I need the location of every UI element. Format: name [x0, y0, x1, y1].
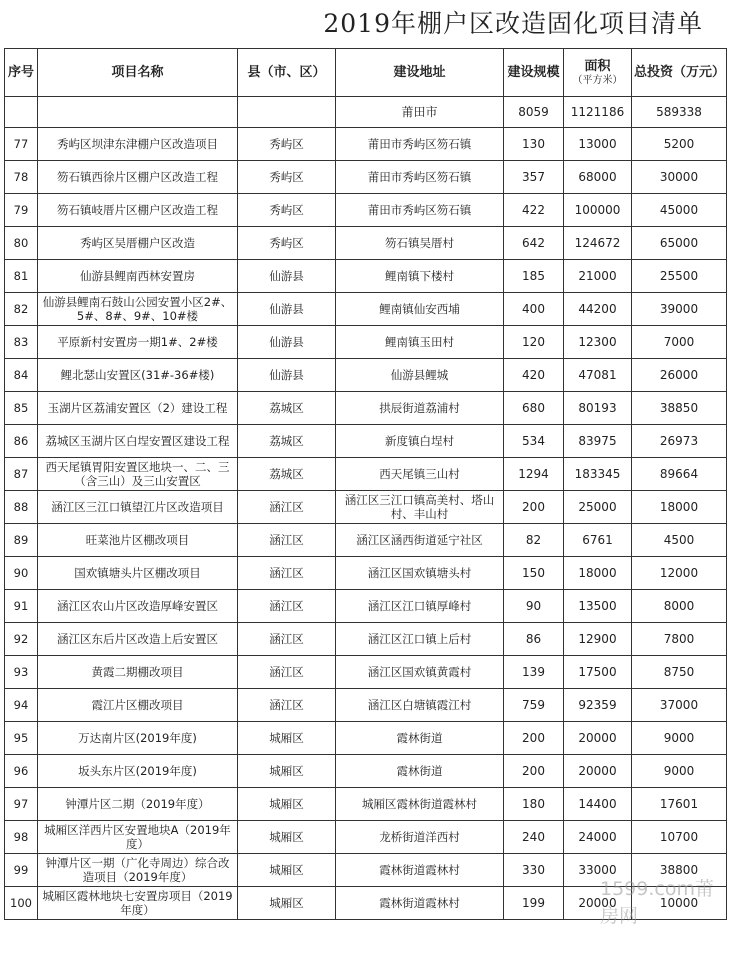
cell-area: 18000 [564, 557, 632, 590]
cell-county: 涵江区 [238, 557, 336, 590]
cell-address: 涵江区白塘镇霞江村 [336, 689, 504, 722]
table-row [5, 788, 727, 821]
cell-scale: 199 [504, 887, 564, 920]
cell-area: 80193 [564, 392, 632, 425]
cell-county: 涵江区 [238, 689, 336, 722]
cell-project-name: 钟潭片区一期（广化寺周边）综合改造项目（2019年度） [38, 854, 238, 887]
cell-scale: 680 [504, 392, 564, 425]
cell-seq: 99 [5, 854, 38, 887]
cell-address: 莆田市秀屿区笏石镇 [336, 128, 504, 161]
cell-project-name: 笏石镇岐厝片区棚户区改造工程 [38, 194, 238, 227]
cell-project-name: 秀屿区坝津东津棚户区改造项目 [38, 128, 238, 161]
cell-scale: 90 [504, 590, 564, 623]
cell-scale: 330 [504, 854, 564, 887]
cell-scale: 1294 [504, 458, 564, 491]
header-name: 项目名称 [38, 49, 238, 97]
cell-county: 涵江区 [238, 623, 336, 656]
table-row [5, 590, 727, 623]
cell-area: 17500 [564, 656, 632, 689]
cell-area: 124672 [564, 227, 632, 260]
cell-county: 秀屿区 [238, 194, 336, 227]
cell-seq: 98 [5, 821, 38, 854]
cell-scale: 200 [504, 755, 564, 788]
cell-invest: 45000 [632, 194, 727, 227]
cell-invest: 25500 [632, 260, 727, 293]
header-address: 建设地址 [336, 49, 504, 97]
cell-county: 秀屿区 [238, 161, 336, 194]
cell-project-name: 玉湖片区荔浦安置区（2）建设工程 [38, 392, 238, 425]
cell-address: 莆田市秀屿区笏石镇 [336, 161, 504, 194]
cell-invest: 8000 [632, 590, 727, 623]
page-title: 2019年棚户区改造固化项目清单 [323, 9, 703, 38]
cell-project-name: 仙游县鲤南石鼓山公园安置小区2#、5#、8#、9#、10#楼 [38, 293, 238, 326]
cell-project-name: 坂头东片区(2019年度) [38, 755, 238, 788]
cell-scale: 150 [504, 557, 564, 590]
header-seq: 序号 [5, 49, 38, 97]
cell-county: 荔城区 [238, 458, 336, 491]
cell-address: 鲤南镇玉田村 [336, 326, 504, 359]
cell-seq: 93 [5, 656, 38, 689]
cell-invest: 7000 [632, 326, 727, 359]
cell-seq: 79 [5, 194, 38, 227]
cell-address: 涵江区国欢镇塘头村 [336, 557, 504, 590]
cell-scale: 642 [504, 227, 564, 260]
total-blank-county [238, 97, 336, 128]
cell-area: 13500 [564, 590, 632, 623]
cell-area: 12900 [564, 623, 632, 656]
cell-county: 城厢区 [238, 887, 336, 920]
cell-address: 仙游县鲤城 [336, 359, 504, 392]
cell-project-name: 西天尾镇胃阳安置区地块一、二、三（含三山）及三山安置区 [38, 458, 238, 491]
cell-project-name: 涵江区东后片区改造上后安置区 [38, 623, 238, 656]
cell-seq: 87 [5, 458, 38, 491]
total-blank [5, 97, 38, 128]
cell-project-name: 鲤北瑟山安置区(31#-36#楼) [38, 359, 238, 392]
table-row [5, 854, 727, 887]
cell-project-name: 平原新村安置房一期1#、2#楼 [38, 326, 238, 359]
cell-invest: 89664 [632, 458, 727, 491]
cell-seq: 80 [5, 227, 38, 260]
cell-area: 92359 [564, 689, 632, 722]
cell-county: 仙游县 [238, 293, 336, 326]
table-row [5, 524, 727, 557]
cell-invest: 12000 [632, 557, 727, 590]
table-row [5, 392, 727, 425]
cell-area: 20000 [564, 887, 632, 920]
table-row [5, 491, 727, 524]
cell-area: 12300 [564, 326, 632, 359]
cell-area: 20000 [564, 722, 632, 755]
total-scale: 8059 [504, 97, 564, 128]
cell-address: 涵江区涵西街道延宁社区 [336, 524, 504, 557]
header-county: 县（市、区） [238, 49, 336, 97]
cell-seq: 100 [5, 887, 38, 920]
cell-area: 20000 [564, 755, 632, 788]
cell-address: 莆田市秀屿区笏石镇 [336, 194, 504, 227]
cell-project-name: 钟潭片区二期（2019年度） [38, 788, 238, 821]
cell-invest: 10000 [632, 887, 727, 920]
project-table [4, 48, 727, 920]
total-blank-name [38, 97, 238, 128]
table-row [5, 326, 727, 359]
cell-area: 68000 [564, 161, 632, 194]
cell-project-name: 城厢区霞林地块七安置房项目（2019年度） [38, 887, 238, 920]
table-row [5, 623, 727, 656]
cell-scale: 185 [504, 260, 564, 293]
cell-seq: 81 [5, 260, 38, 293]
cell-scale: 200 [504, 491, 564, 524]
header-scale: 建设规模 [504, 49, 564, 97]
cell-address: 霞林街道 [336, 722, 504, 755]
cell-area: 44200 [564, 293, 632, 326]
cell-invest: 10700 [632, 821, 727, 854]
cell-area: 183345 [564, 458, 632, 491]
cell-address: 涵江区三江口镇高美村、塔山村、丰山村 [336, 491, 504, 524]
cell-scale: 86 [504, 623, 564, 656]
cell-invest: 37000 [632, 689, 727, 722]
cell-seq: 88 [5, 491, 38, 524]
cell-scale: 180 [504, 788, 564, 821]
cell-seq: 90 [5, 557, 38, 590]
table-row [5, 887, 727, 920]
cell-seq: 97 [5, 788, 38, 821]
cell-invest: 9000 [632, 755, 727, 788]
table-row [5, 359, 727, 392]
cell-seq: 95 [5, 722, 38, 755]
cell-area: 24000 [564, 821, 632, 854]
cell-county: 城厢区 [238, 788, 336, 821]
total-invest: 589338 [632, 97, 727, 128]
table-row [5, 821, 727, 854]
cell-area: 83975 [564, 425, 632, 458]
cell-county: 仙游县 [238, 326, 336, 359]
cell-invest: 38850 [632, 392, 727, 425]
cell-invest: 39000 [632, 293, 727, 326]
cell-invest: 65000 [632, 227, 727, 260]
table-row [5, 194, 727, 227]
cell-area: 33000 [564, 854, 632, 887]
cell-county: 涵江区 [238, 590, 336, 623]
cell-address: 霞林街道霞林村 [336, 854, 504, 887]
header-area-label: 面积 [584, 58, 611, 74]
cell-seq: 84 [5, 359, 38, 392]
cell-address: 鲤南镇仙安西埔 [336, 293, 504, 326]
cell-invest: 18000 [632, 491, 727, 524]
cell-scale: 139 [504, 656, 564, 689]
cell-address: 涵江区国欢镇黄霞村 [336, 656, 504, 689]
table-row [5, 755, 727, 788]
cell-county: 仙游县 [238, 359, 336, 392]
cell-invest: 38800 [632, 854, 727, 887]
cell-county: 秀屿区 [238, 227, 336, 260]
cell-seq: 78 [5, 161, 38, 194]
cell-project-name: 旺菜池片区棚改项目 [38, 524, 238, 557]
cell-area: 21000 [564, 260, 632, 293]
cell-scale: 130 [504, 128, 564, 161]
cell-area: 100000 [564, 194, 632, 227]
cell-county: 荔城区 [238, 425, 336, 458]
cell-invest: 26000 [632, 359, 727, 392]
cell-seq: 92 [5, 623, 38, 656]
table-row [5, 689, 727, 722]
cell-county: 城厢区 [238, 854, 336, 887]
cell-project-name: 城厢区洋西片区安置地块A（2019年度） [38, 821, 238, 854]
cell-scale: 422 [504, 194, 564, 227]
cell-address: 霞林街道 [336, 755, 504, 788]
header-invest: 总投资（万元） [632, 49, 727, 97]
cell-invest: 7800 [632, 623, 727, 656]
cell-area: 47081 [564, 359, 632, 392]
cell-address: 新度镇白埕村 [336, 425, 504, 458]
cell-scale: 759 [504, 689, 564, 722]
cell-address: 鲤南镇下楼村 [336, 260, 504, 293]
cell-address: 涵江区江口镇上后村 [336, 623, 504, 656]
table-row [5, 161, 727, 194]
cell-seq: 91 [5, 590, 38, 623]
table-row [5, 227, 727, 260]
cell-county: 荔城区 [238, 392, 336, 425]
cell-scale: 357 [504, 161, 564, 194]
cell-address: 龙桥街道洋西村 [336, 821, 504, 854]
cell-seq: 77 [5, 128, 38, 161]
cell-area: 14400 [564, 788, 632, 821]
table-row [5, 656, 727, 689]
cell-project-name: 国欢镇塘头片区棚改项目 [38, 557, 238, 590]
cell-address: 城厢区霞林街道霞林村 [336, 788, 504, 821]
cell-invest: 17601 [632, 788, 727, 821]
header-area-unit: （平方米） [572, 74, 623, 86]
cell-seq: 83 [5, 326, 38, 359]
cell-address: 笏石镇吴厝村 [336, 227, 504, 260]
table-row [5, 128, 727, 161]
table-row [5, 557, 727, 590]
cell-project-name: 秀屿区吴厝棚户区改造 [38, 227, 238, 260]
header-row [5, 49, 727, 97]
cell-scale: 200 [504, 722, 564, 755]
cell-seq: 82 [5, 293, 38, 326]
cell-seq: 89 [5, 524, 38, 557]
header-area [564, 49, 632, 97]
cell-county: 涵江区 [238, 524, 336, 557]
cell-seq: 94 [5, 689, 38, 722]
cell-seq: 96 [5, 755, 38, 788]
table-row [5, 260, 727, 293]
cell-project-name: 涵江区三江口镇望江片区改造项目 [38, 491, 238, 524]
cell-scale: 420 [504, 359, 564, 392]
cell-project-name: 涵江区农山片区改造厚峰安置区 [38, 590, 238, 623]
watermark: 1599.com莆房网 [600, 878, 714, 927]
cell-seq: 86 [5, 425, 38, 458]
cell-project-name: 仙游县鲤南西林安置房 [38, 260, 238, 293]
cell-area: 13000 [564, 128, 632, 161]
cell-project-name: 黄霞二期棚改项目 [38, 656, 238, 689]
cell-project-name: 万达南片区(2019年度) [38, 722, 238, 755]
cell-scale: 120 [504, 326, 564, 359]
cell-county: 涵江区 [238, 491, 336, 524]
cell-county: 城厢区 [238, 722, 336, 755]
cell-invest: 5200 [632, 128, 727, 161]
cell-scale: 240 [504, 821, 564, 854]
cell-address: 涵江区江口镇厚峰村 [336, 590, 504, 623]
cell-area: 25000 [564, 491, 632, 524]
cell-project-name: 霞江片区棚改项目 [38, 689, 238, 722]
cell-invest: 30000 [632, 161, 727, 194]
table-row [5, 722, 727, 755]
table-row [5, 458, 727, 491]
cell-invest: 8750 [632, 656, 727, 689]
cell-scale: 400 [504, 293, 564, 326]
cell-address: 霞林街道霞林村 [336, 887, 504, 920]
cell-county: 秀屿区 [238, 128, 336, 161]
cell-seq: 85 [5, 392, 38, 425]
cell-scale: 534 [504, 425, 564, 458]
cell-invest: 4500 [632, 524, 727, 557]
cell-county: 仙游县 [238, 260, 336, 293]
total-label: 莆田市 [336, 97, 504, 128]
table-row [5, 293, 727, 326]
cell-project-name: 荔城区玉湖片区白埕安置区建设工程 [38, 425, 238, 458]
cell-area: 6761 [564, 524, 632, 557]
cell-address: 拱辰街道荔浦村 [336, 392, 504, 425]
table-row [5, 425, 727, 458]
cell-project-name: 笏石镇西徐片区棚户区改造工程 [38, 161, 238, 194]
cell-county: 城厢区 [238, 821, 336, 854]
cell-invest: 26973 [632, 425, 727, 458]
cell-county: 城厢区 [238, 755, 336, 788]
cell-county: 涵江区 [238, 656, 336, 689]
total-row [5, 97, 727, 128]
total-area: 1121186 [564, 97, 632, 128]
cell-invest: 9000 [632, 722, 727, 755]
cell-scale: 82 [504, 524, 564, 557]
cell-address: 西天尾镇三山村 [336, 458, 504, 491]
